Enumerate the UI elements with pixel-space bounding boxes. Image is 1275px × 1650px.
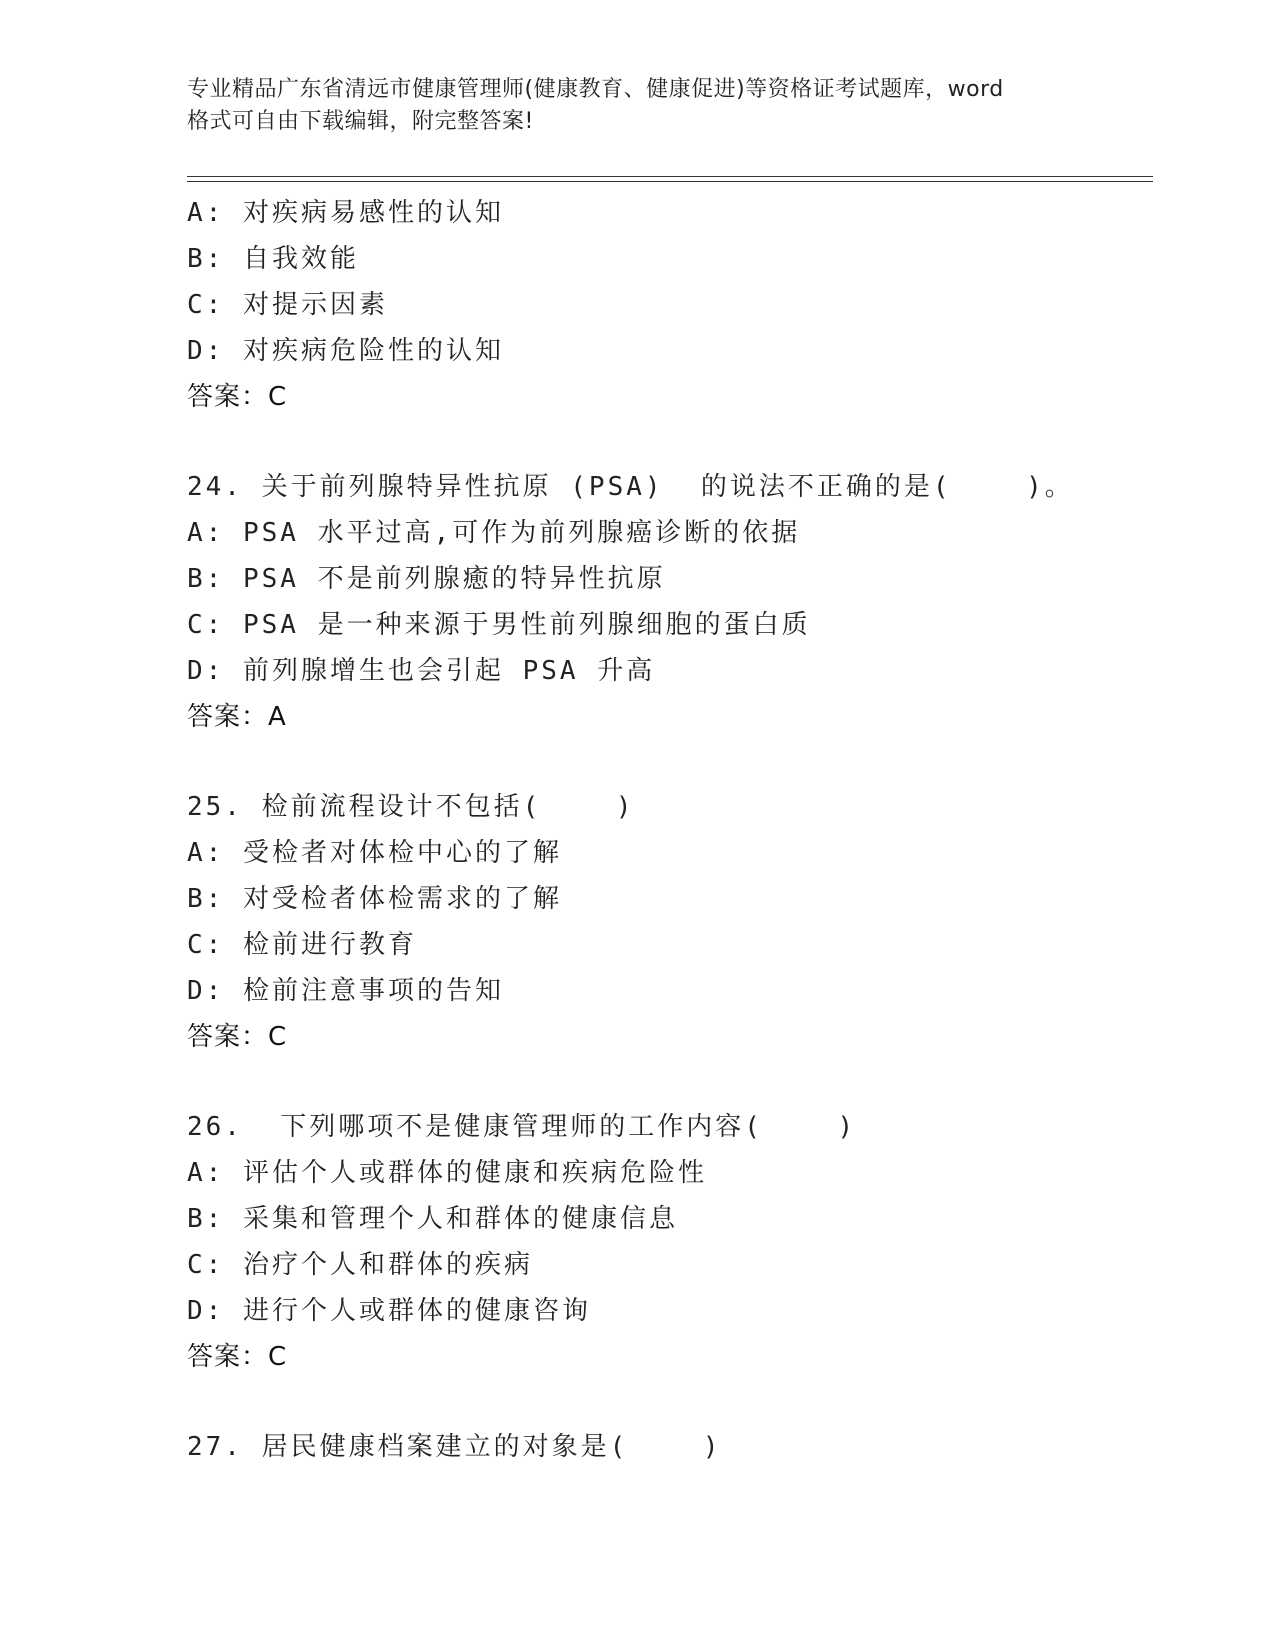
option-d: D: 前列腺增生也会引起 PSA 升高: [187, 656, 656, 686]
option-a: A: 受检者对体检中心的了解: [187, 838, 562, 868]
question-23: [187, 190, 1147, 420]
option-b: B: 对受检者体检需求的了解: [187, 884, 562, 914]
option-a: A: 评估个人或群体的健康和疾病危险性: [187, 1158, 707, 1188]
answer: 答案：C: [187, 382, 288, 412]
question-25: [187, 784, 1147, 1060]
option-c: C: 治疗个人和群体的疾病: [187, 1250, 533, 1280]
header-line-1: 专业精品广东省清远市健康管理师(健康教育、健康促进)等资格证考试题库，word: [187, 77, 1004, 102]
option-d: D: 对疾病危险性的认知: [187, 336, 504, 366]
option-a: A: 对疾病易感性的认知: [187, 198, 504, 228]
answer: 答案：C: [187, 1342, 288, 1372]
option-d: D: 进行个人或群体的健康咨询: [187, 1296, 591, 1326]
spacer: [187, 420, 1147, 464]
question-text: 24. 关于前列腺特异性抗原 (PSA) 的说法不正确的是( )。: [187, 472, 1074, 502]
question-text: 27. 居民健康档案建立的对象是( ): [187, 1432, 722, 1462]
option-b: B: 自我效能: [187, 244, 359, 274]
option-a: A: PSA 水平过高,可作为前列腺癌诊断的依据: [187, 518, 801, 548]
answer: 答案：A: [187, 702, 287, 732]
option-b: B: 采集和管理个人和群体的健康信息: [187, 1204, 678, 1234]
option-d: D: 检前注意事项的告知: [187, 976, 504, 1006]
spacer: [187, 1060, 1147, 1104]
spacer: [187, 740, 1147, 784]
spacer: [187, 1380, 1147, 1424]
question-24: [187, 464, 1147, 740]
option-c: C: 对提示因素: [187, 290, 388, 320]
question-27: [187, 1424, 1147, 1470]
page-header: [187, 74, 1087, 138]
option-c: C: 检前进行教育: [187, 930, 417, 960]
header-divider-bottom: [187, 181, 1153, 182]
question-list: [187, 190, 1147, 1470]
header-divider-top: [187, 176, 1153, 177]
answer: 答案：C: [187, 1022, 288, 1052]
header-line-2: 格式可自由下载编辑，附完整答案!: [187, 109, 534, 134]
option-c: C: PSA 是一种来源于男性前列腺细胞的蛋白质: [187, 610, 811, 640]
question-text: 26. 下列哪项不是健康管理师的工作内容( ): [187, 1112, 857, 1142]
question-26: [187, 1104, 1147, 1380]
option-b: B: PSA 不是前列腺癒的特异性抗原: [187, 564, 666, 594]
question-text: 25. 检前流程设计不包括( ): [187, 792, 635, 822]
